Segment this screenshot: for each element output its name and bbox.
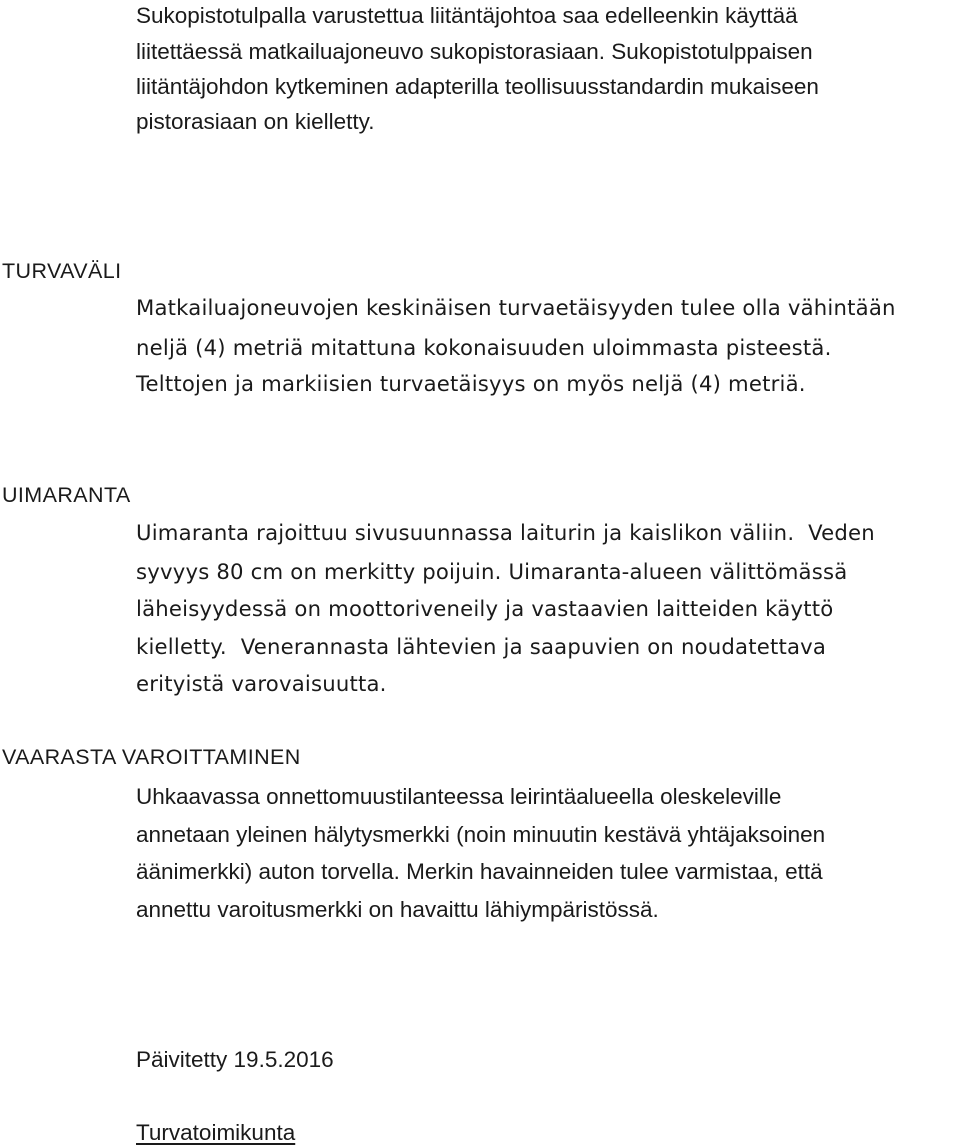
intro-line: Sukopistotulpalla varustettua liitäntäjohtoa saa edelleenkin käyttää [136,3,798,28]
paragraph-line: Uimaranta rajoittuu sivusuunnassa laiturin ja kaislikon väliin. Veden [136,520,875,545]
intro-line: liitettäessä matkailuajoneuvo sukopistorasiaan. Sukopistotulppaisen [136,39,813,64]
paragraph-line: annettu varoitusmerkki on havaittu lähiympäristössä. [136,897,659,922]
paragraph-line: äänimerkki) auton torvella. Merkin havainneiden tulee varmistaa, että [136,859,823,884]
section-heading: TURVAVÄLI [2,259,122,283]
paragraph-line: Matkailuajoneuvojen keskinäisen turvaetäisyyden tulee olla vähintään [136,295,896,320]
updated-date: Päivitetty 19.5.2016 [136,1047,334,1072]
intro-line: pistorasiaan on kielletty. [136,109,375,134]
section-heading: UIMARANTA [2,483,131,507]
section-heading: VAARASTA VAROITTAMINEN [2,745,301,769]
paragraph-line: annetaan yleinen hälytysmerkki (noin minuutin kestävä yhtäjaksoinen [136,822,826,847]
paragraph-line: syvyys 80 cm on merkitty poijuin. Uimaranta-alueen välittömässä [136,559,848,584]
paragraph-line: kielletty. Venerannasta lähtevien ja saapuvien on noudatettava [136,634,827,659]
paragraph-line: erityistä varovaisuutta. [136,671,387,696]
author: Turvatoimikunta [136,1120,296,1145]
paragraph-line: Uhkaavassa onnettomuustilanteessa leirintäalueella oleskeleville [136,784,782,809]
paragraph-line: läheisyydessä on moottoriveneily ja vastaavien laitteiden käyttö [136,596,834,621]
paragraph-line: neljä (4) metriä mitattuna kokonaisuuden uloimmasta pisteestä. [136,335,832,360]
paragraph-line: Telttojen ja markiisien turvaetäisyys on myös neljä (4) metriä. [136,371,806,396]
intro-line: liitäntäjohdon kytkeminen adapterilla teollisuusstandardin mukaiseen [136,74,819,99]
